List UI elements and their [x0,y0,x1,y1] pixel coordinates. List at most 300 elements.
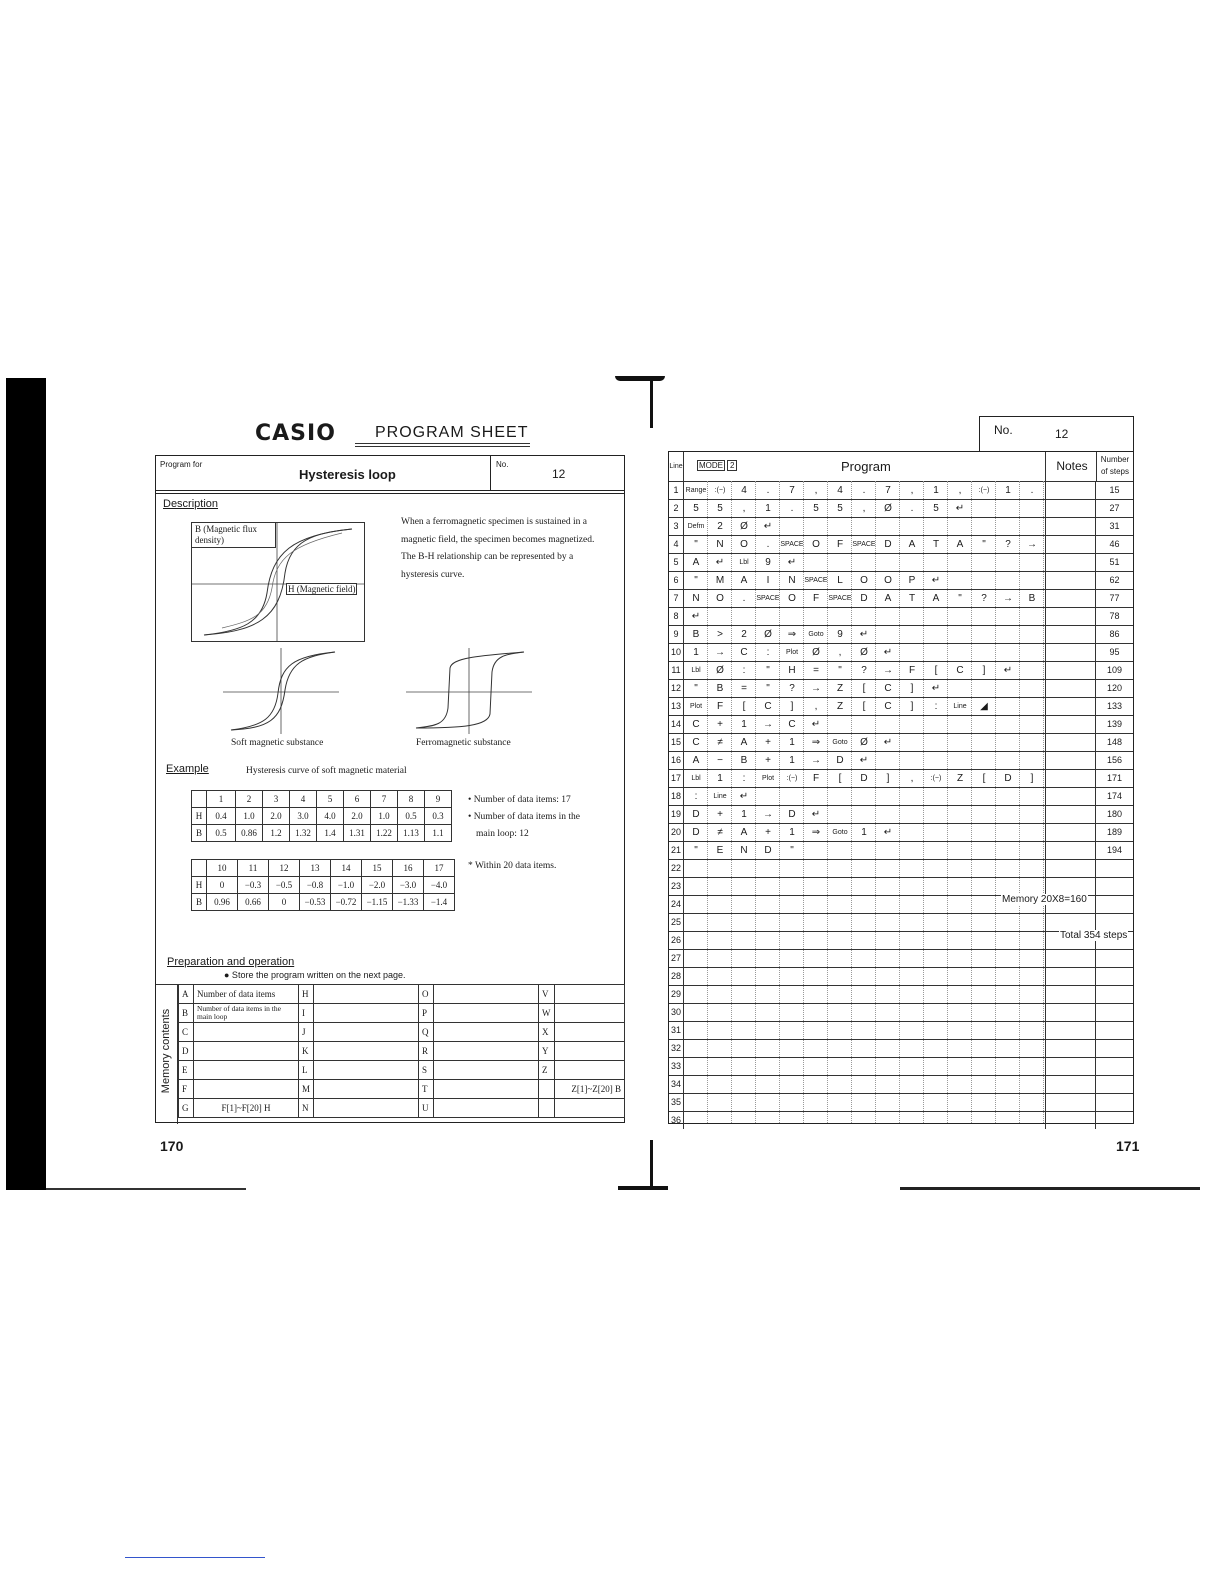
program-token: 4 [741,485,747,496]
table1-cell: 2.0 [344,808,371,825]
steps-header [1096,452,1133,481]
program-line [669,859,1133,877]
table1-cell: 1.4 [317,825,344,842]
line-number: 29 [669,986,684,1003]
table1-cell: 2.0 [263,808,290,825]
step-count: 62 [1095,572,1133,589]
table1-cell: 0.86 [236,825,263,842]
line-number: 11 [669,662,684,679]
step-count: 156 [1095,752,1133,769]
table1-header: 1 [207,791,236,808]
ferromagnetic-caption: Ferromagnetic substance [416,738,511,748]
program-token: ≠ [717,737,723,748]
program-token: O [812,539,820,550]
program-token: D [836,755,844,766]
notes-cell [1045,878,1098,895]
program-token: 1 [789,755,795,766]
program-token: . [862,485,866,496]
line-number: 26 [669,932,684,949]
program-token: A [692,755,700,766]
program-token: > [717,629,723,640]
sheet-title: PROGRAM SHEET [375,424,529,441]
notes-cell [1045,752,1098,769]
data-table-1 [191,790,452,842]
program-token: ↵ [955,503,965,514]
column-separator [779,481,780,1123]
program-token: ] [982,665,986,676]
mem-key: R [419,1042,434,1061]
program-token: " [694,683,698,694]
column-separator [947,481,948,1123]
program-token: D [1004,773,1012,784]
line-number: 2 [669,500,684,517]
table2-header: 11 [238,860,269,877]
program-token: P [908,575,916,586]
column-separator [875,481,876,1123]
table2-cell: −1.4 [424,894,455,911]
program-token: + [765,755,771,766]
line-number: 27 [669,950,684,967]
program-token: 9 [765,557,771,568]
step-count [1095,914,1133,931]
column-separator [755,481,756,1123]
program-line [669,1021,1133,1039]
table2-header: 16 [393,860,424,877]
table1-row-label: H [192,808,207,825]
mem-key: I [299,1004,314,1023]
mem-value [194,1061,299,1080]
program-number: 12 [552,467,566,481]
program-token: O [884,575,892,586]
scan-edge-left [6,378,46,1190]
program-token: H [788,665,796,676]
program-token: [ [742,701,746,712]
program-token: 5 [693,503,699,514]
line-header: Line [669,452,684,481]
program-token: ↵ [763,521,773,532]
program-token: A [932,593,940,604]
program-token: A [740,737,748,748]
program-token: ↵ [1003,665,1013,676]
mem-value [554,1099,624,1118]
preparation-title: Preparation and operation [167,956,295,968]
program-token: ↵ [811,719,821,730]
program-token: Range [685,487,707,494]
table1-cell: 0.5 [207,825,236,842]
table2-cell: −1.33 [393,894,424,911]
program-token: SPACE [828,595,852,602]
notes-cell [1045,698,1098,715]
step-count [1095,1112,1133,1129]
program-token: L [837,575,843,586]
mem-key: O [419,985,434,1004]
mem-value [194,1042,299,1061]
mode-key: MODE [699,461,723,470]
step-count: 78 [1095,608,1133,625]
notes-cell [1045,914,1098,931]
program-line [669,967,1133,985]
note-within-20: * Within 20 data items. [468,861,557,871]
program-line [669,697,1133,715]
program-token: : [742,665,746,676]
program-token: ↵ [883,737,893,748]
notes-cell [1045,1094,1098,1111]
program-token: :(−) [786,775,798,782]
program-token: Plot [761,775,775,782]
program-token: [ [862,701,866,712]
table2-cell: 0 [207,877,238,894]
page-edge-right [900,1187,1200,1190]
mode-number-key: 2 [727,460,737,471]
program-token: T [908,593,916,604]
notes-cell [1045,950,1098,967]
program-token: ↵ [883,647,893,658]
program-token: + [717,719,723,730]
table2-cell: 0 [269,894,300,911]
notes-cell [1045,1058,1098,1075]
right-no-box [979,416,1134,452]
table1-cell: 1.2 [263,825,290,842]
program-token: 9 [837,629,843,640]
program-token: , [958,485,962,496]
program-token: C [956,665,964,676]
program-token: A [956,539,964,550]
page-number-right: 171 [1116,1138,1140,1154]
program-token: " [790,845,794,856]
description-text: When a ferromagnetic specimen is sustained in a magnetic field, the specimen becomes magnetized. The B-H relationship can be represented by a hysteresis curve. [401,517,595,580]
notes-cell [1045,986,1098,1003]
program-token: ? [981,593,987,604]
right-no-label: No. [994,423,1013,437]
line-number: 25 [669,914,684,931]
mem-value [554,1004,624,1023]
step-count: 77 [1095,590,1133,607]
no-label: No. [496,460,509,469]
program-token: O [860,575,868,586]
program-line [669,823,1133,841]
line-number: 28 [669,968,684,985]
notes-cell [1045,842,1098,859]
program-line [669,751,1133,769]
program-token: B [716,683,724,694]
program-line [669,1075,1133,1093]
program-token: Ø [764,629,772,640]
program-token: Ø [884,503,892,514]
notes-cell [1045,860,1098,877]
program-token: " [838,665,842,676]
mem-key: L [299,1061,314,1080]
program-token: 1 [933,485,939,496]
program-token: 1 [861,827,867,838]
mem-key: D [179,1042,194,1061]
table1-header: 2 [236,791,263,808]
mem-value [434,1099,539,1118]
program-token: I [766,575,770,586]
line-number: 20 [669,824,684,841]
program-token: ↵ [715,557,725,568]
step-count: 189 [1095,824,1133,841]
program-token: " [958,593,962,604]
program-token: : [766,647,770,658]
column-separator [923,481,924,1123]
table2-cell: −0.3 [238,877,269,894]
program-token: O [740,539,748,550]
table2-corner [192,860,207,877]
mem-key: Z [539,1061,555,1080]
mem-key: U [419,1099,434,1118]
table1-cell: 1.1 [425,825,452,842]
program-token: . [1030,485,1034,496]
program-line [669,1093,1133,1111]
program-token: ↵ [931,575,941,586]
mem-key: C [179,1023,194,1042]
line-number: 7 [669,590,684,607]
program-token: " [766,683,770,694]
program-line [669,841,1133,859]
step-count: 86 [1095,626,1133,643]
line-number: 19 [669,806,684,823]
data-table-2 [191,859,455,911]
program-line [669,733,1133,751]
table1-cell: 1.32 [290,825,317,842]
program-token: [ [862,683,866,694]
program-token: ◢ [980,701,988,712]
notes-cell [1045,644,1098,661]
step-count: 27 [1095,500,1133,517]
program-token: 1 [789,737,795,748]
table2-cell: 0.66 [238,894,269,911]
notes-cell [1045,662,1098,679]
table1-header: 7 [371,791,398,808]
example-caption: Hysteresis curve of soft magnetic material [246,766,407,776]
step-count [1095,1004,1133,1021]
mem-key: P [419,1004,434,1023]
program-token: 1 [789,827,795,838]
program-token: . [766,539,770,550]
table1-cell: 4.0 [317,808,344,825]
mem-value [314,1004,419,1023]
table1-header: 5 [317,791,344,808]
step-count: 46 [1095,536,1133,553]
line-number: 36 [669,1112,684,1129]
program-token: C [884,683,892,694]
program-token: ] [790,701,794,712]
program-token: : [934,701,938,712]
program-token: SPACE [756,595,780,602]
program-token: ? [789,683,795,694]
mem-key: A [179,985,194,1004]
table1-header: 8 [398,791,425,808]
program-token: D [884,539,892,550]
program-listing-sheet [668,451,1134,1124]
program-token: N [692,593,700,604]
program-line [669,949,1133,967]
program-token: ↵ [883,827,893,838]
program-token: → [1027,539,1037,550]
program-token: SPACE [804,577,828,584]
program-token: 1 [717,773,723,784]
program-token: ? [1005,539,1011,550]
column-separator [995,481,996,1123]
table1-cell: 0.5 [398,808,425,825]
program-token: Ø [740,521,748,532]
table1-cell: 1.0 [236,808,263,825]
mem-key: F [179,1080,194,1099]
memory-row [179,985,625,1004]
preparation-text: ● Store the program written on the next page. [224,970,406,980]
example-notes [468,792,580,843]
header-divider [490,456,491,490]
program-token: : [742,773,746,784]
table2-header: 12 [269,860,300,877]
notes-cell [1045,1022,1098,1039]
mem-value [314,1061,419,1080]
program-token: Defm [687,523,705,530]
spine-bottom [650,1140,653,1188]
program-token: D [764,845,772,856]
mem-value [314,1099,419,1118]
mem-value [434,1042,539,1061]
mem-value [554,1042,624,1061]
notes-cell [1045,968,1098,985]
notes-cell [1045,482,1098,499]
program-token: − [717,755,723,766]
program-token: ⇒ [787,629,797,640]
notes-cell [1045,680,1098,697]
program-line [669,715,1133,733]
program-token: [ [838,773,842,784]
program-token: ] [886,773,890,784]
spine-cap-top [615,376,665,381]
mem-value [314,1023,419,1042]
line-number: 10 [669,644,684,661]
program-token: " [694,575,698,586]
program-token: = [741,683,747,694]
step-count: 148 [1095,734,1133,751]
program-token: ↵ [859,755,869,766]
program-token: . [790,503,794,514]
program-token: N [740,845,748,856]
table1-cell: 1.22 [371,825,398,842]
program-token: 2 [717,521,723,532]
line-number: 3 [669,518,684,535]
program-token: Lbl [691,667,701,674]
memory-row [179,1023,625,1042]
left-program-sheet [155,455,625,1123]
line-number: 31 [669,1022,684,1039]
line-number: 14 [669,716,684,733]
program-token: Lbl [739,559,749,566]
mem-key: J [299,1023,314,1042]
notes-cell [1045,518,1098,535]
mem-key: K [299,1042,314,1061]
line-number: 18 [669,788,684,805]
title-rule [355,443,530,444]
notes-cell [1045,1040,1098,1057]
mem-key: T [419,1080,434,1099]
program-token: Goto [808,631,824,638]
mem-value: Z[1]~Z[20] B [554,1080,624,1099]
mem-value [434,1023,539,1042]
spine-cap-bottom [618,1186,668,1190]
program-token: 5 [717,503,723,514]
notes-cell [1045,824,1098,841]
step-count: 174 [1095,788,1133,805]
line-number: 22 [669,860,684,877]
program-token: 1 [765,503,771,514]
spine-top [650,378,653,428]
line-number: 30 [669,1004,684,1021]
step-count [1095,896,1133,913]
line-number: 13 [669,698,684,715]
program-line [669,499,1133,517]
program-token: ↵ [739,791,749,802]
program-token: + [765,737,771,748]
program-line [669,1003,1133,1021]
program-token: Ø [860,647,868,658]
program-token: , [838,647,842,658]
program-token: 1 [693,647,699,658]
notes-cell [1045,536,1098,553]
program-token: C [692,719,700,730]
program-token: ] [910,701,914,712]
program-header-title: Program [841,459,891,474]
program-line [669,787,1133,805]
ferromagnetic-diagram [406,648,532,734]
program-token: → [763,719,773,730]
program-line [669,607,1133,625]
program-token: F [908,665,916,676]
step-count [1095,950,1133,967]
line-number: 4 [669,536,684,553]
program-token: Goto [832,739,848,746]
step-count: 95 [1095,644,1133,661]
program-token: :(−) [978,487,990,494]
table2-header: 17 [424,860,455,877]
program-line [669,1039,1133,1057]
h-axis-label: H (Magnetic field) [288,584,356,594]
program-token: B [692,629,700,640]
table2-cell: −2.0 [362,877,393,894]
program-token: Line [713,793,727,800]
table2-cell: 0.96 [207,894,238,911]
mem-value [434,985,539,1004]
notes-cell [1045,1076,1098,1093]
program-token: D [788,809,796,820]
mem-key [539,1099,555,1118]
program-token: = [813,665,819,676]
mem-value [314,985,419,1004]
note-main-loop: • Number of data items in the [468,812,581,822]
program-token: :(−) [714,487,726,494]
soft-magnetic-diagram [223,648,339,734]
table2-cell: −0.5 [269,877,300,894]
line-number: 16 [669,752,684,769]
program-token: A [740,575,748,586]
page-link-line [125,1557,265,1558]
program-token: Z [956,773,964,784]
program-token: [ [934,665,938,676]
table2-cell: −3.0 [393,877,424,894]
program-token: D [860,773,868,784]
table2-row-label: B [192,894,207,911]
program-header [669,452,1133,481]
program-line [669,589,1133,607]
line-number: 5 [669,554,684,571]
step-count [1095,1058,1133,1075]
step-count [1095,1076,1133,1093]
steps-header-line2: of steps [1100,467,1129,476]
